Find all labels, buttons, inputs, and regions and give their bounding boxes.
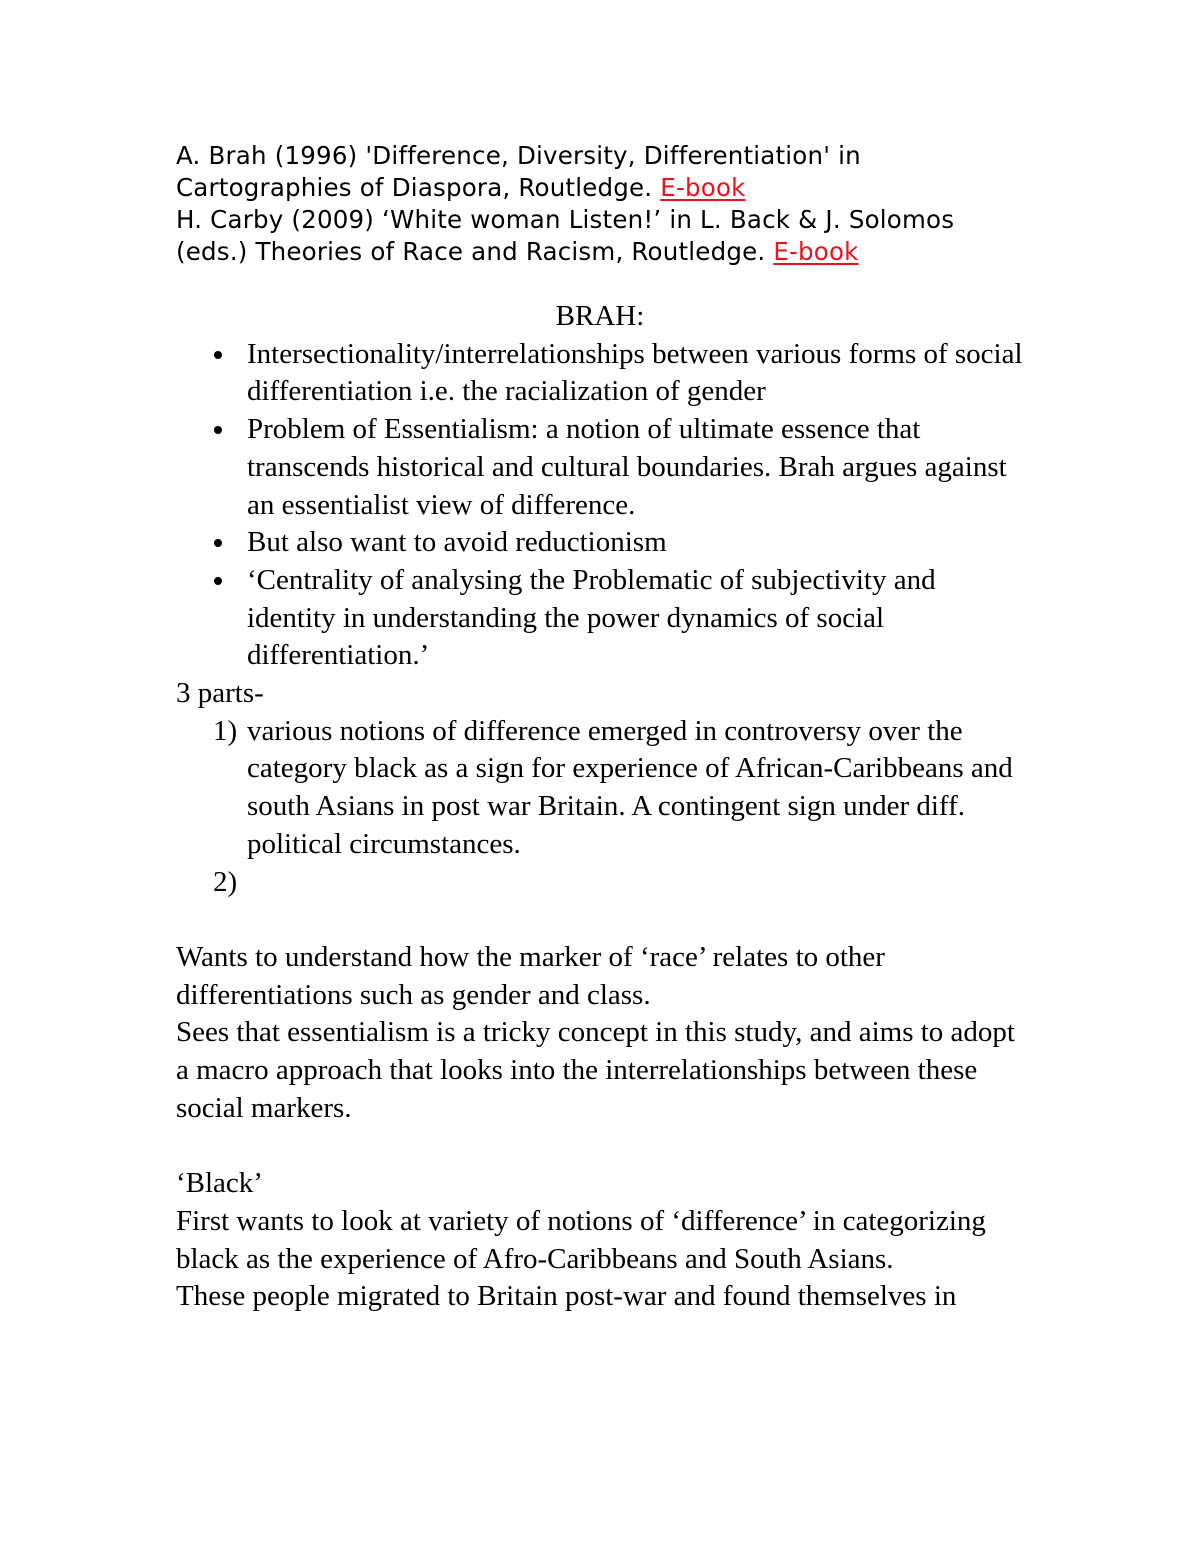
paragraph: First wants to look at variety of notions of ‘difference’ in categorizing black as the experience of Afro-Caribbeans and South Asians. (176, 1204, 986, 1275)
paragraph: These people migrated to Britain post-war and found themselves in (176, 1280, 957, 1313)
item-number: 1) (213, 714, 238, 747)
bullet-text: But also want to avoid reductionism (247, 526, 667, 559)
bullet-item (176, 562, 1026, 675)
section-heading: BRAH: (555, 300, 645, 332)
blank-line (176, 901, 1026, 939)
subheading-black: ‘Black’ (176, 1167, 263, 1200)
bullet-item (176, 411, 1026, 524)
notes-body (176, 298, 1026, 1316)
item-text: various notions of difference emerged in controversy over the category black as a sign for experience of African-Caribbeans and south Asians in post war Britain. A contingent sign under diff. political circumstances. (247, 714, 1013, 860)
numbered-list (176, 713, 1026, 902)
bullet-item (176, 524, 1026, 562)
bullet-icon (214, 539, 222, 547)
bullet-item (176, 336, 1026, 411)
item-number: 2) (213, 865, 238, 898)
paragraph: Wants to understand how the marker of ‘race’ relates to other differentiations such as gender and class. (176, 940, 885, 1011)
bullet-text: Problem of Essentialism: a notion of ultimate essence that transcends historical and cultural boundaries. Brah argues against an essentialist view of difference. (247, 413, 1007, 521)
bullet-text: ‘Centrality of analysing the Problematic of subjectivity and identity in understanding the power dynamics of social differentiation.’ (247, 563, 936, 672)
reference-carby (176, 204, 1026, 268)
numbered-item (176, 713, 1026, 864)
paragraph: Sees that essentialism is a tricky concept in this study, and aims to adopt a macro approach that looks into the interrelationships between these social markers. (176, 1016, 1015, 1124)
ebook-link[interactable]: E-book (773, 237, 859, 266)
bullet-list (176, 336, 1026, 675)
blank-line (176, 1127, 1026, 1165)
reference-text: A. Brah (1996) 'Difference, Diversity, Differentiation' in Cartographies of Diaspora, Routledge. (176, 141, 861, 202)
reference-text: H. Carby (2009) ‘White woman Listen!’ in L. Back & J. Solomos (eds.) Theories of Race and Racism, Routledge. (176, 205, 955, 266)
ebook-link[interactable]: E-book (660, 173, 746, 202)
parts-label: 3 parts- (176, 677, 264, 710)
reference-brah (176, 140, 1026, 204)
numbered-item (176, 864, 1026, 902)
bullet-icon (214, 351, 222, 359)
bullet-icon (214, 577, 222, 585)
bullet-icon (214, 426, 222, 434)
bullet-text: Intersectionality/interrelationships between various forms of social differentiation i.e. the racialization of gender (247, 337, 1023, 408)
reference-list (176, 140, 1026, 268)
document-page (176, 140, 1026, 1316)
